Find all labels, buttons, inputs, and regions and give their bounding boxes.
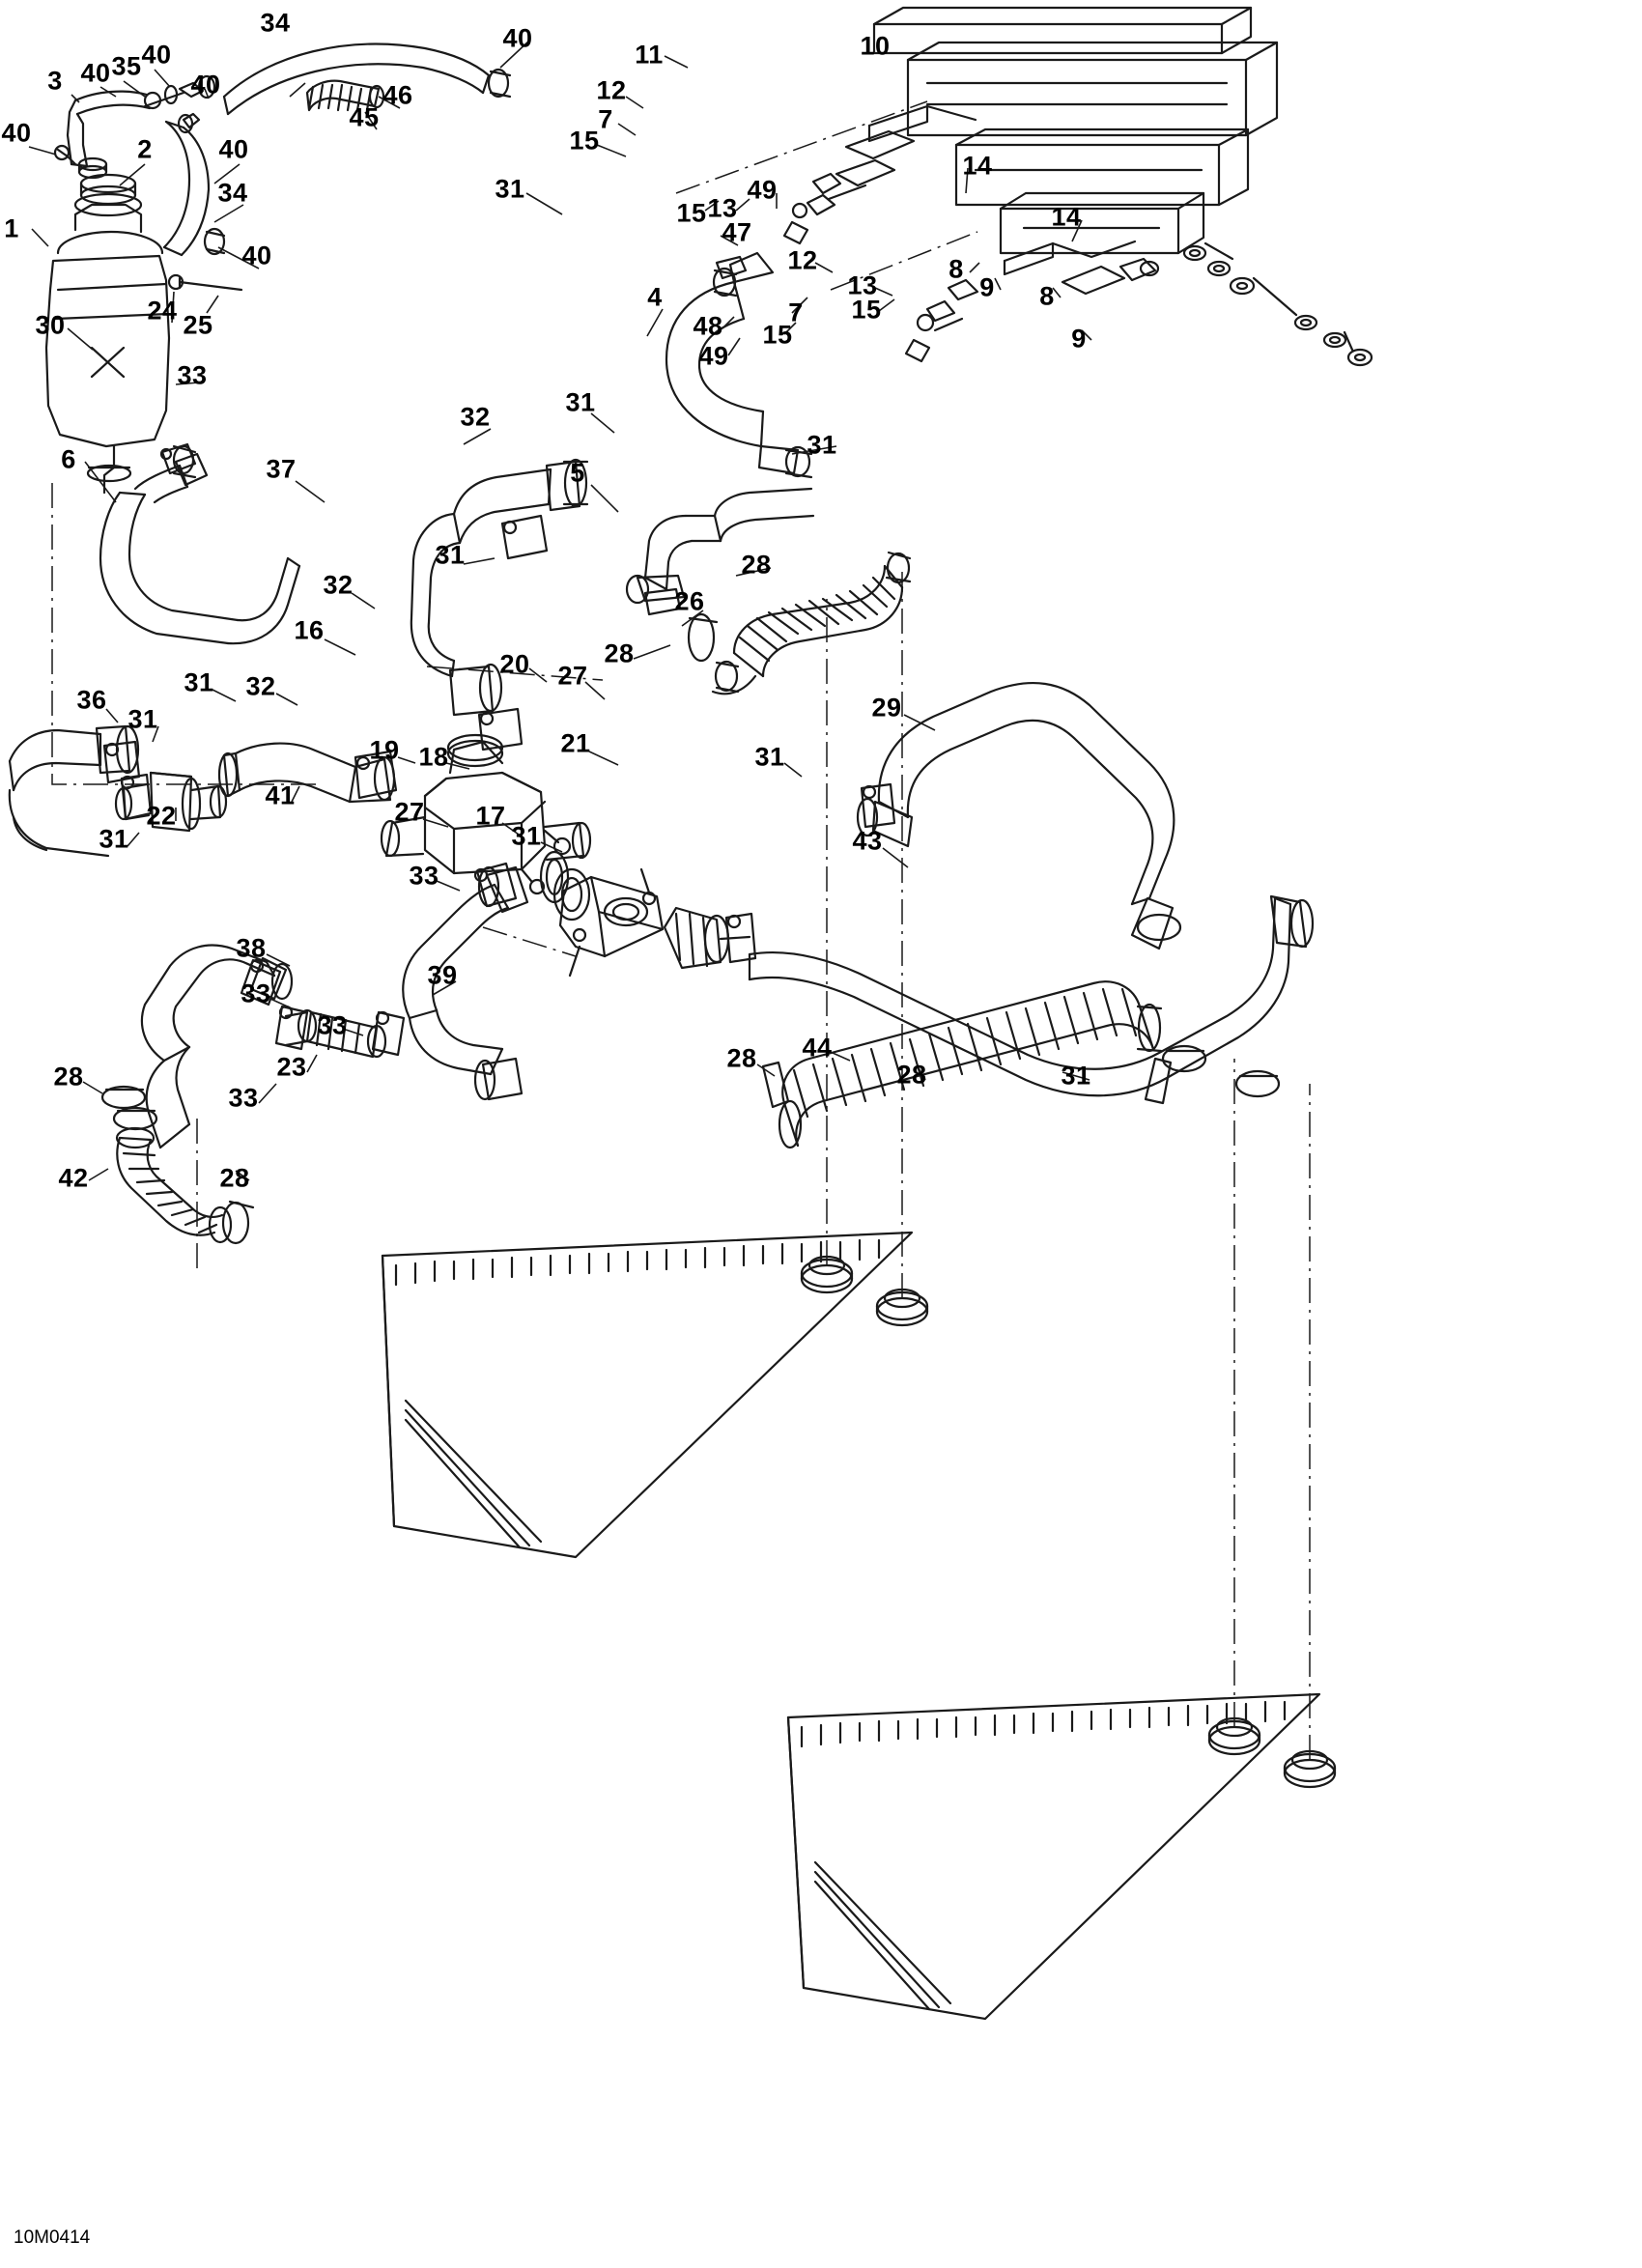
callout-number-47: 47: [722, 217, 752, 247]
callout-number-44: 44: [802, 1033, 833, 1063]
callout-number-5: 5: [570, 458, 585, 488]
clamp-33-connector-right: [373, 1012, 404, 1055]
callout-number-18: 18: [418, 742, 449, 772]
callout-number-31: 31: [184, 667, 214, 697]
pin-24-25: [169, 275, 241, 290]
clamp-31-hose43-far: [1236, 1071, 1279, 1096]
callout-number-31: 31: [807, 430, 837, 460]
hose-41: [219, 744, 394, 802]
clamp-32-upper: [502, 516, 547, 558]
callout-number-33: 33: [409, 861, 439, 891]
callout-number-33: 33: [228, 1083, 259, 1113]
callout-number-31: 31: [1061, 1061, 1091, 1091]
callout-number-31: 31: [127, 704, 158, 734]
hose-34-lower: [164, 122, 224, 255]
callout-number-28: 28: [896, 1060, 927, 1090]
callout-number-28: 28: [726, 1043, 757, 1073]
tunnel-mount-right: [1209, 1718, 1335, 1787]
callout-number-33: 33: [317, 1010, 348, 1040]
bracket-27: [560, 869, 663, 976]
callout-number-11: 11: [635, 40, 664, 70]
callout-number-31: 31: [495, 174, 525, 204]
callout-number-31: 31: [511, 821, 542, 851]
callout-number-31: 31: [754, 742, 785, 772]
callout-number-40: 40: [218, 134, 249, 164]
callout-number-33: 33: [241, 978, 271, 1008]
callout-number-32: 32: [460, 402, 491, 432]
reservoir-cap: [55, 146, 106, 178]
callout-number-9: 9: [979, 272, 995, 302]
callout-number-30: 30: [35, 310, 66, 340]
callout-number-17: 17: [475, 801, 506, 831]
callout-number-8: 8: [1039, 281, 1055, 311]
tunnel-mount-left: [802, 1257, 927, 1325]
callout-number-20: 20: [499, 649, 530, 679]
callout-number-34: 34: [260, 8, 291, 38]
callout-number-36: 36: [76, 685, 107, 715]
callout-number-40: 40: [502, 23, 533, 53]
callout-number-26: 26: [674, 586, 705, 616]
callout-number-12: 12: [787, 245, 818, 275]
callout-number-23: 23: [276, 1052, 307, 1082]
callout-number-27: 27: [557, 661, 588, 691]
callout-number-46: 46: [382, 80, 413, 110]
callout-number-45: 45: [349, 102, 380, 132]
hose-38: [142, 946, 292, 1148]
callout-number-28: 28: [53, 1062, 84, 1091]
ring-28-center: [689, 614, 717, 661]
callout-number-25: 25: [183, 310, 213, 340]
callout-number-15: 15: [851, 295, 882, 325]
callout-number-34: 34: [217, 178, 248, 208]
callout-number-49: 49: [747, 175, 778, 205]
callout-number-13: 13: [847, 270, 878, 300]
callout-number-13: 13: [707, 193, 738, 223]
hose-42: [117, 1128, 231, 1242]
callout-number-40: 40: [190, 70, 221, 99]
callout-number-24: 24: [147, 296, 178, 326]
callout-number-19: 19: [369, 735, 400, 765]
clamp-28-hose42-bottom: [223, 1202, 253, 1243]
callout-number-16: 16: [294, 615, 325, 645]
hose-29: [858, 683, 1180, 949]
callout-number-48: 48: [693, 311, 723, 341]
radiator-fittings-upper: [784, 106, 976, 243]
callout-number-40: 40: [80, 58, 111, 88]
callout-number-3: 3: [47, 66, 63, 96]
clamp-28-hose42-left: [102, 1087, 145, 1108]
callout-number-8: 8: [948, 254, 964, 284]
callout-number-39: 39: [427, 960, 458, 990]
callout-number-28: 28: [604, 638, 635, 668]
callout-number-31: 31: [435, 540, 466, 570]
washer-set: [1184, 243, 1372, 365]
radiator-fittings-lower: [906, 241, 1158, 361]
seal-18-19: [541, 852, 589, 920]
callout-number-28: 28: [219, 1163, 250, 1193]
callout-number-22: 22: [146, 801, 177, 831]
callout-number-43: 43: [852, 826, 883, 856]
callout-number-28: 28: [741, 550, 772, 580]
callout-number-40: 40: [141, 40, 172, 70]
callout-number-15: 15: [569, 126, 600, 156]
callout-number-32: 32: [323, 570, 354, 600]
callout-number-40: 40: [1, 118, 32, 148]
callout-number-1: 1: [4, 213, 19, 243]
drawing-number: 10M0414: [14, 2227, 91, 2248]
callout-number-40: 40: [241, 241, 272, 270]
callout-number-31: 31: [99, 824, 129, 854]
projection-lines: [52, 101, 1310, 1760]
callout-number-49: 49: [698, 341, 729, 371]
callout-number-10: 10: [860, 31, 891, 61]
callout-number-12: 12: [596, 75, 627, 105]
callout-number-35: 35: [111, 51, 142, 81]
hose-5-26: [627, 489, 910, 694]
callout-number-7: 7: [598, 104, 613, 134]
callout-number-15: 15: [676, 198, 707, 228]
callout-number-4: 4: [647, 282, 663, 312]
callout-number-31: 31: [565, 387, 596, 417]
bellows-44: [779, 981, 1161, 1148]
hose-4: [666, 253, 811, 477]
callout-number-14: 14: [1051, 202, 1082, 232]
callout-number-42: 42: [58, 1163, 89, 1193]
callout-number-7: 7: [788, 298, 804, 327]
running-board-left: [382, 1233, 912, 1557]
callout-number-29: 29: [871, 693, 902, 723]
callout-number-2: 2: [137, 134, 153, 164]
hose-39: [403, 867, 527, 1099]
callout-number-9: 9: [1071, 324, 1087, 354]
callout-number-38: 38: [236, 933, 267, 963]
callout-number-21: 21: [560, 728, 591, 758]
callout-number-14: 14: [962, 151, 993, 181]
callout-number-41: 41: [265, 780, 296, 810]
callout-number-32: 32: [245, 671, 276, 701]
callout-number-15: 15: [762, 320, 793, 350]
callout-number-6: 6: [61, 444, 76, 474]
callout-number-33: 33: [177, 360, 208, 390]
callout-number-27: 27: [394, 797, 425, 827]
callout-number-37: 37: [266, 454, 297, 484]
running-board-right: [788, 1694, 1319, 2019]
